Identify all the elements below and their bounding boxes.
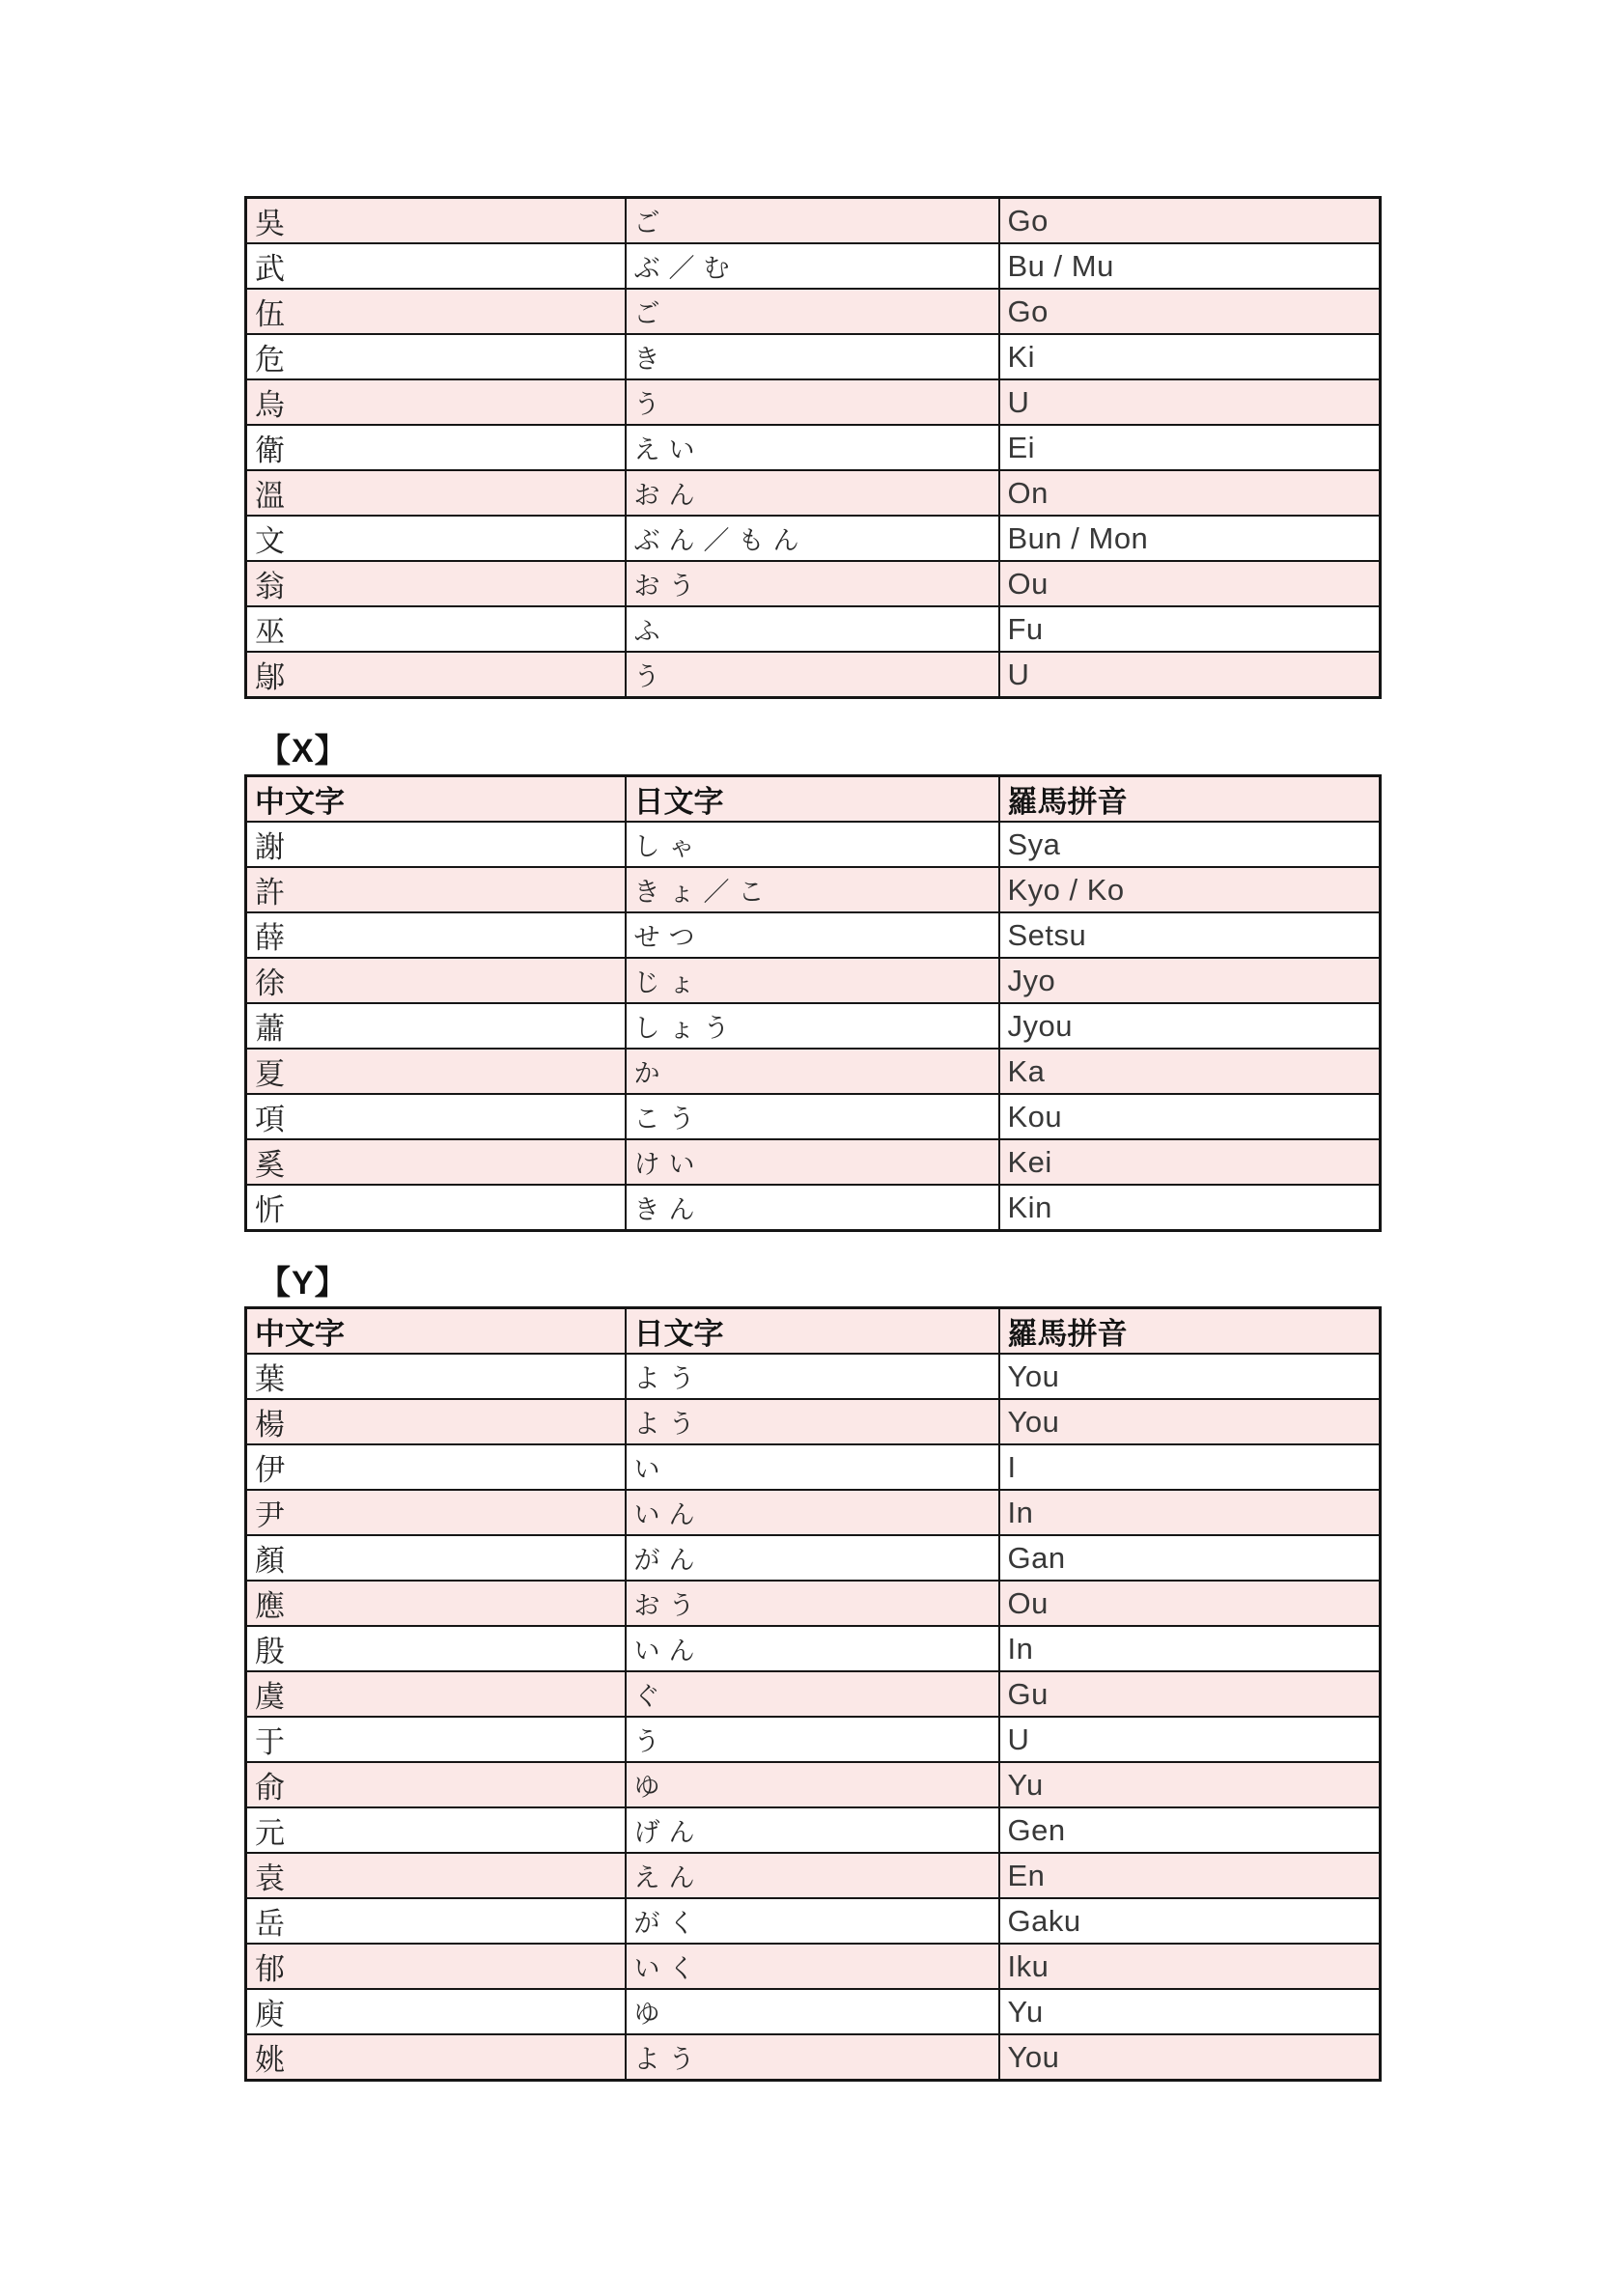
cell-kana: じょ [626, 958, 999, 1003]
table-row [246, 1626, 1381, 1671]
table-row [246, 198, 1381, 244]
cell-romaji: U [999, 652, 1381, 698]
cell-hanzi: 虞 [246, 1671, 626, 1717]
table-row [246, 516, 1381, 561]
cell-kana: おう [626, 561, 999, 606]
cell-kana: よう [626, 2034, 999, 2081]
cell-kana: ご [626, 289, 999, 334]
table-section-y [244, 1263, 1380, 2082]
cell-kana: よう [626, 1354, 999, 1399]
cell-kana: よう [626, 1399, 999, 1444]
table-row [246, 1898, 1381, 1944]
cell-kana: おん [626, 470, 999, 516]
section-heading-y: 【Y】 [258, 1265, 349, 1302]
cell-kana: おう [626, 1581, 999, 1626]
column-header-kana: 日文字 [626, 776, 999, 823]
cell-hanzi: 元 [246, 1807, 626, 1853]
cell-hanzi: 夏 [246, 1049, 626, 1094]
cell-kana: ぐ [626, 1671, 999, 1717]
cell-romaji: Kyo / Ko [999, 867, 1381, 912]
table-row [246, 2034, 1381, 2081]
cell-romaji: U [999, 1717, 1381, 1762]
cell-hanzi: 翁 [246, 561, 626, 606]
table-row [246, 243, 1381, 289]
cell-hanzi: 姚 [246, 2034, 626, 2081]
cell-hanzi: 應 [246, 1581, 626, 1626]
cell-kana: う [626, 652, 999, 698]
table-body [246, 198, 1381, 698]
cell-hanzi: 蕭 [246, 1003, 626, 1049]
cell-kana: げん [626, 1807, 999, 1853]
cell-kana: ふ [626, 606, 999, 652]
table-section-x [244, 731, 1380, 1232]
cell-romaji: Go [999, 289, 1381, 334]
cell-kana: いん [626, 1626, 999, 1671]
table-row [246, 1049, 1381, 1094]
table-row [246, 1581, 1381, 1626]
cell-romaji: Ou [999, 1581, 1381, 1626]
table-row [246, 652, 1381, 698]
cell-hanzi: 謝 [246, 822, 626, 867]
surname-table-y [244, 1306, 1382, 2082]
cell-romaji: Gu [999, 1671, 1381, 1717]
table-row [246, 1762, 1381, 1807]
cell-romaji: You [999, 1399, 1381, 1444]
table-row [246, 1490, 1381, 1535]
cell-romaji: Kei [999, 1139, 1381, 1185]
cell-hanzi: 衛 [246, 425, 626, 470]
cell-kana: ぶ／む [626, 243, 999, 289]
cell-romaji: You [999, 2034, 1381, 2081]
cell-hanzi: 溫 [246, 470, 626, 516]
cell-romaji: Gaku [999, 1898, 1381, 1944]
cell-romaji: Ki [999, 334, 1381, 379]
cell-hanzi: 伊 [246, 1444, 626, 1490]
cell-hanzi: 危 [246, 334, 626, 379]
column-header-romaji: 羅馬拼音 [999, 1308, 1381, 1355]
table-row [246, 867, 1381, 912]
table-row [246, 289, 1381, 334]
cell-kana: せつ [626, 912, 999, 958]
cell-kana: きん [626, 1185, 999, 1231]
cell-romaji: You [999, 1354, 1381, 1399]
table-row [246, 334, 1381, 379]
column-header-hanzi: 中文字 [246, 1308, 626, 1355]
cell-kana: えい [626, 425, 999, 470]
cell-kana: きょ／こ [626, 867, 999, 912]
cell-hanzi: 袁 [246, 1853, 626, 1898]
cell-kana: ゆ [626, 1989, 999, 2034]
cell-kana: がく [626, 1898, 999, 1944]
table-row [246, 1989, 1381, 2034]
table-row [246, 379, 1381, 425]
surname-table-x [244, 774, 1382, 1232]
cell-romaji: Iku [999, 1944, 1381, 1989]
column-header-kana: 日文字 [626, 1308, 999, 1355]
cell-hanzi: 巫 [246, 606, 626, 652]
column-header-romaji: 羅馬拼音 [999, 776, 1381, 823]
cell-hanzi: 烏 [246, 379, 626, 425]
cell-romaji: Kou [999, 1094, 1381, 1139]
table-row [246, 1354, 1381, 1399]
table-body [246, 1308, 1381, 2081]
cell-kana: ご [626, 198, 999, 244]
cell-hanzi: 忻 [246, 1185, 626, 1231]
cell-romaji: In [999, 1626, 1381, 1671]
table-row [246, 1853, 1381, 1898]
section-heading-x: 【X】 [258, 733, 349, 770]
cell-romaji: Go [999, 198, 1381, 244]
cell-kana: しょう [626, 1003, 999, 1049]
table-row [246, 1944, 1381, 1989]
table-row [246, 470, 1381, 516]
cell-hanzi: 尹 [246, 1490, 626, 1535]
cell-hanzi: 許 [246, 867, 626, 912]
table-row [246, 1399, 1381, 1444]
cell-romaji: In [999, 1490, 1381, 1535]
cell-romaji: Fu [999, 606, 1381, 652]
cell-kana: う [626, 1717, 999, 1762]
cell-romaji: Ei [999, 425, 1381, 470]
cell-hanzi: 殷 [246, 1626, 626, 1671]
cell-hanzi: 俞 [246, 1762, 626, 1807]
table-row [246, 1717, 1381, 1762]
table-row [246, 912, 1381, 958]
cell-romaji: Bu / Mu [999, 243, 1381, 289]
cell-hanzi: 武 [246, 243, 626, 289]
cell-kana: がん [626, 1535, 999, 1581]
cell-kana: いん [626, 1490, 999, 1535]
cell-romaji: Gan [999, 1535, 1381, 1581]
cell-hanzi: 文 [246, 516, 626, 561]
cell-hanzi: 吳 [246, 198, 626, 244]
cell-kana: えん [626, 1853, 999, 1898]
cell-kana: いく [626, 1944, 999, 1989]
table-section-continuation [244, 196, 1380, 699]
cell-hanzi: 楊 [246, 1399, 626, 1444]
cell-romaji: Ou [999, 561, 1381, 606]
cell-romaji: U [999, 379, 1381, 425]
column-header-hanzi: 中文字 [246, 776, 626, 823]
cell-romaji: Jyo [999, 958, 1381, 1003]
cell-romaji: En [999, 1853, 1381, 1898]
cell-kana: き [626, 334, 999, 379]
cell-hanzi: 薛 [246, 912, 626, 958]
cell-kana: ぶん／もん [626, 516, 999, 561]
cell-romaji: Bun / Mon [999, 516, 1381, 561]
table-row [246, 1444, 1381, 1490]
table-row [246, 561, 1381, 606]
table-row [246, 606, 1381, 652]
cell-kana: しゃ [626, 822, 999, 867]
cell-hanzi: 項 [246, 1094, 626, 1139]
cell-hanzi: 岳 [246, 1898, 626, 1944]
cell-hanzi: 伍 [246, 289, 626, 334]
cell-romaji: I [999, 1444, 1381, 1490]
cell-romaji: Gen [999, 1807, 1381, 1853]
cell-romaji: Setsu [999, 912, 1381, 958]
cell-kana: こう [626, 1094, 999, 1139]
cell-romaji: Yu [999, 1762, 1381, 1807]
cell-romaji: Sya [999, 822, 1381, 867]
cell-hanzi: 鄔 [246, 652, 626, 698]
table-row [246, 1139, 1381, 1185]
table-row [246, 1003, 1381, 1049]
cell-kana: か [626, 1049, 999, 1094]
cell-hanzi: 葉 [246, 1354, 626, 1399]
cell-hanzi: 徐 [246, 958, 626, 1003]
cell-romaji: On [999, 470, 1381, 516]
cell-hanzi: 郁 [246, 1944, 626, 1989]
cell-kana: う [626, 379, 999, 425]
header-row [246, 776, 1381, 823]
surname-table-continuation [244, 196, 1382, 699]
table-body [246, 776, 1381, 1231]
cell-hanzi: 奚 [246, 1139, 626, 1185]
cell-romaji: Kin [999, 1185, 1381, 1231]
table-row [246, 425, 1381, 470]
cell-romaji: Jyou [999, 1003, 1381, 1049]
table-row [246, 1185, 1381, 1231]
cell-romaji: Yu [999, 1989, 1381, 2034]
table-row [246, 822, 1381, 867]
cell-hanzi: 于 [246, 1717, 626, 1762]
cell-kana: けい [626, 1139, 999, 1185]
cell-kana: ゆ [626, 1762, 999, 1807]
cell-hanzi: 顏 [246, 1535, 626, 1581]
cell-romaji: Ka [999, 1049, 1381, 1094]
cell-hanzi: 庾 [246, 1989, 626, 2034]
cell-kana: い [626, 1444, 999, 1490]
table-row [246, 958, 1381, 1003]
table-row [246, 1671, 1381, 1717]
table-row [246, 1535, 1381, 1581]
header-row [246, 1308, 1381, 1355]
table-row [246, 1807, 1381, 1853]
table-row [246, 1094, 1381, 1139]
